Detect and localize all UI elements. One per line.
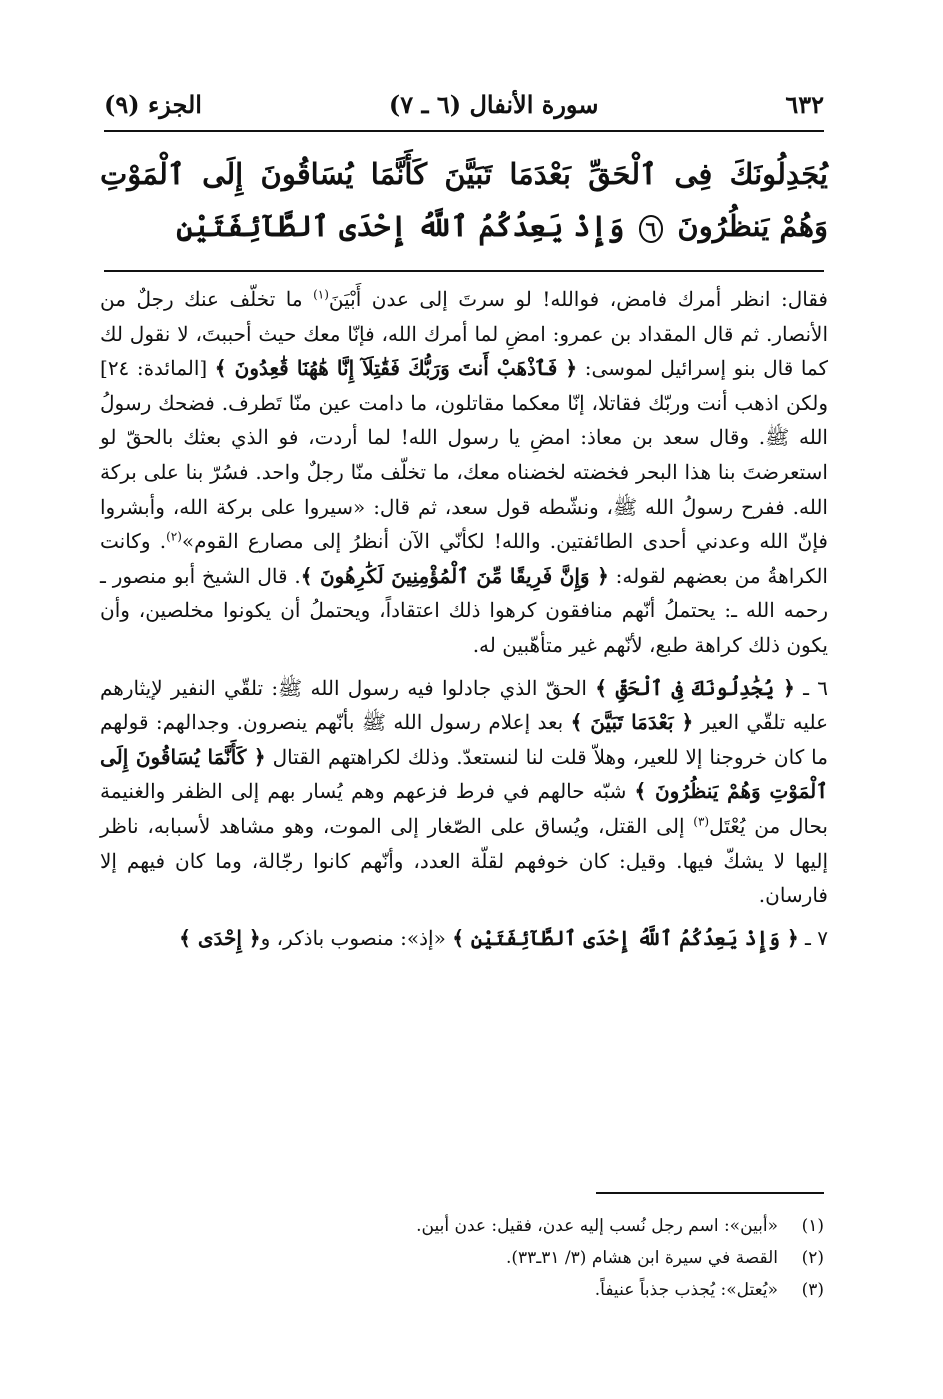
footnotes [104, 1210, 824, 1306]
text-run: . وكانت الكراهةُ من بعضهم لقوله: [100, 529, 828, 588]
footnote-text: «أبين»: اسم رجل نُسب إليه عدن، فقيل: عدن أبين. [416, 1216, 778, 1236]
text-run: شبّه حالهم في فرط فزعهم وهم يُسار بهم إلى الظفر والغنيمة بحال من يُعْتَل [100, 779, 829, 838]
verse-ref-number: ٦ ـ [794, 675, 828, 700]
footnote-text: «يُعتل»: يُجذب جذباً عنيفاً. [594, 1280, 778, 1300]
text-run: «إذ»: منصوب باذكر، و [260, 925, 453, 950]
header-divider [104, 130, 824, 132]
verse-number-marker: ٦ [639, 215, 664, 243]
footnote-ref-2: (٢) [166, 529, 182, 544]
footnote-number: (١) [801, 1216, 824, 1236]
verse-text-1: يُجَدِلُونَكَ فِى ٱلْحَقِّ بَعْدَمَا تَبَيَّنَ كَأَنَّمَا يُسَاقُونَ إِلَى ٱلْمَوْتِ وَهُمْ يَنظُرُونَ [100, 157, 828, 243]
paragraph-2 [100, 671, 828, 913]
text-run: بعد إعلام رسول الله ﷺ بأنّهم ينصرون. وجدالهم: قولهم ما كان خروجنا إلا للعير، وهلاّ قلت لنا لنستعدّ. وذلك لكراهتهم القتال [100, 710, 828, 769]
quran-quote: ﴿ وَإِذْ يَعِدُكُمُ ٱللَّهُ إِحْدَى ٱلطَّآئِفَتَيْنِ ﴾ [452, 925, 799, 950]
footnote-item [104, 1242, 824, 1274]
text-run: فقال: انظر أمرك فامض، فوالله! لو سرتَ إلى عدن أَبْيَنَ [328, 287, 828, 311]
footnote-number: (٣) [801, 1280, 824, 1300]
text-run: ما تخلّف عنك رجلٌ من الأنصار. ثم قال المقداد بن عمرو: امضِ لما أمرك الله، فإنّا معك حيث أحببتَ، لا نقول لك كما قال بنو إسرائيل لموسى: [100, 287, 829, 381]
footnote-number: (٢) [801, 1248, 824, 1268]
footnote-item [104, 1210, 824, 1242]
quran-quote: ﴿ وَإِنَّ فَرِيقًا مِّنَ ٱلْمُؤْمِنِينَ لَكَٰرِهُونَ ﴾ [300, 563, 609, 588]
footnote-item [104, 1274, 824, 1306]
text-run: . قال الشيخ أبو منصور ـ رحمه الله ـ: يحتملُ أنّهم منافقون كرهوا ذلك اعتقاداً، ويحتملُ أن يكونوا مخلصين، وأن يكون ذلك كراهة طبع، لأنّهم غير متأهّبين له. [100, 563, 828, 657]
quran-quote: ﴿ فَٱذْهَبْ أَنتَ وَرَبُّكَ فَقَٰتِلَآ إِنَّا هَٰهُنَا قَٰعِدُونَ ﴾ [214, 356, 578, 381]
juz-label: الجزء (٩) [104, 89, 202, 119]
footnote-ref-1: (١) [313, 287, 329, 302]
verse-text-2: وَإِذْ يَعِدُكُمُ ٱللَّهُ إِحْدَى ٱلطَّآئِفَتَيْنِ [176, 209, 625, 243]
text-run: [المائدة: ٢٤] ولكن اذهب أنت وربّك فقاتلا، إنّا معكما مقاتلون، ما دامت عين منّا تَطرف. فضحك رسولُ الله ﷺ. وقال سعد بن معاذ: امضِ يا رسول الله! لما أردت، فو الذي بعثك بالحقّ لو استعرضتَ بنا هذا البحر فخضته لخضناه معك، ما تخلّف منّا رجلٌ واحد. فسُرّ بنا على بركة الله. ففرح رسولُ الله ﷺ، ونشّطه قول سعد، ثم قال: «سيروا على بركة الله، وأبشروا فإنّ الله وعدني أحدى الطائفتين. والله! لكأنّي الآن أنظرُ إلى مصارع القوم» [100, 356, 828, 554]
footnote-divider [596, 1192, 824, 1194]
paragraph-1 [100, 282, 828, 663]
commentary-body [100, 282, 828, 963]
footnote-ref-3: (٣) [693, 814, 710, 829]
text-run: إلى القتل، ويُساق على الصّغار إلى الموت، وهو مشاهد لأسبابه، ناظر إليها لا يشكّ فيها. وقيل: كان خوفهم لقلّة العدد، وأنّهم كانوا رجّالة، وما كان فيهم إلا فارسان. [100, 813, 828, 908]
quran-quote: ﴿ إِحْدَى ﴾ [179, 925, 261, 950]
page-header [104, 84, 824, 124]
quran-quote: ﴿ يُجَٰدِلُونَكَ فِى ٱلْحَقِّ ﴾ [595, 675, 795, 700]
page-number: ٦٣٢ [785, 89, 824, 119]
quran-quote: ﴿ بَعْدَمَا تَبَيَّنَ ﴾ [570, 710, 694, 735]
quran-quote: ﴿ كَأَنَّمَا يُسَاقُونَ إِلَى ٱلْمَوْتِ وَهُمْ يَنظُرُونَ ﴾ [100, 744, 828, 804]
surah-title: سورة الأنفال (٦ ـ ٧) [388, 89, 599, 119]
footnote-text: القصة في سيرة ابن هشام (٣/ ٣١ـ٣٣). [505, 1248, 778, 1268]
quran-verse-block [100, 148, 828, 255]
paragraph-3 [100, 921, 828, 956]
verse-divider [104, 270, 824, 272]
text-run: الحقّ الذي جادلوا فيه رسول الله ﷺ: تلقّي النفير لإيثارهم عليه تلقّي العير [100, 675, 829, 735]
verse-ref-number: ٧ ـ [798, 925, 828, 950]
